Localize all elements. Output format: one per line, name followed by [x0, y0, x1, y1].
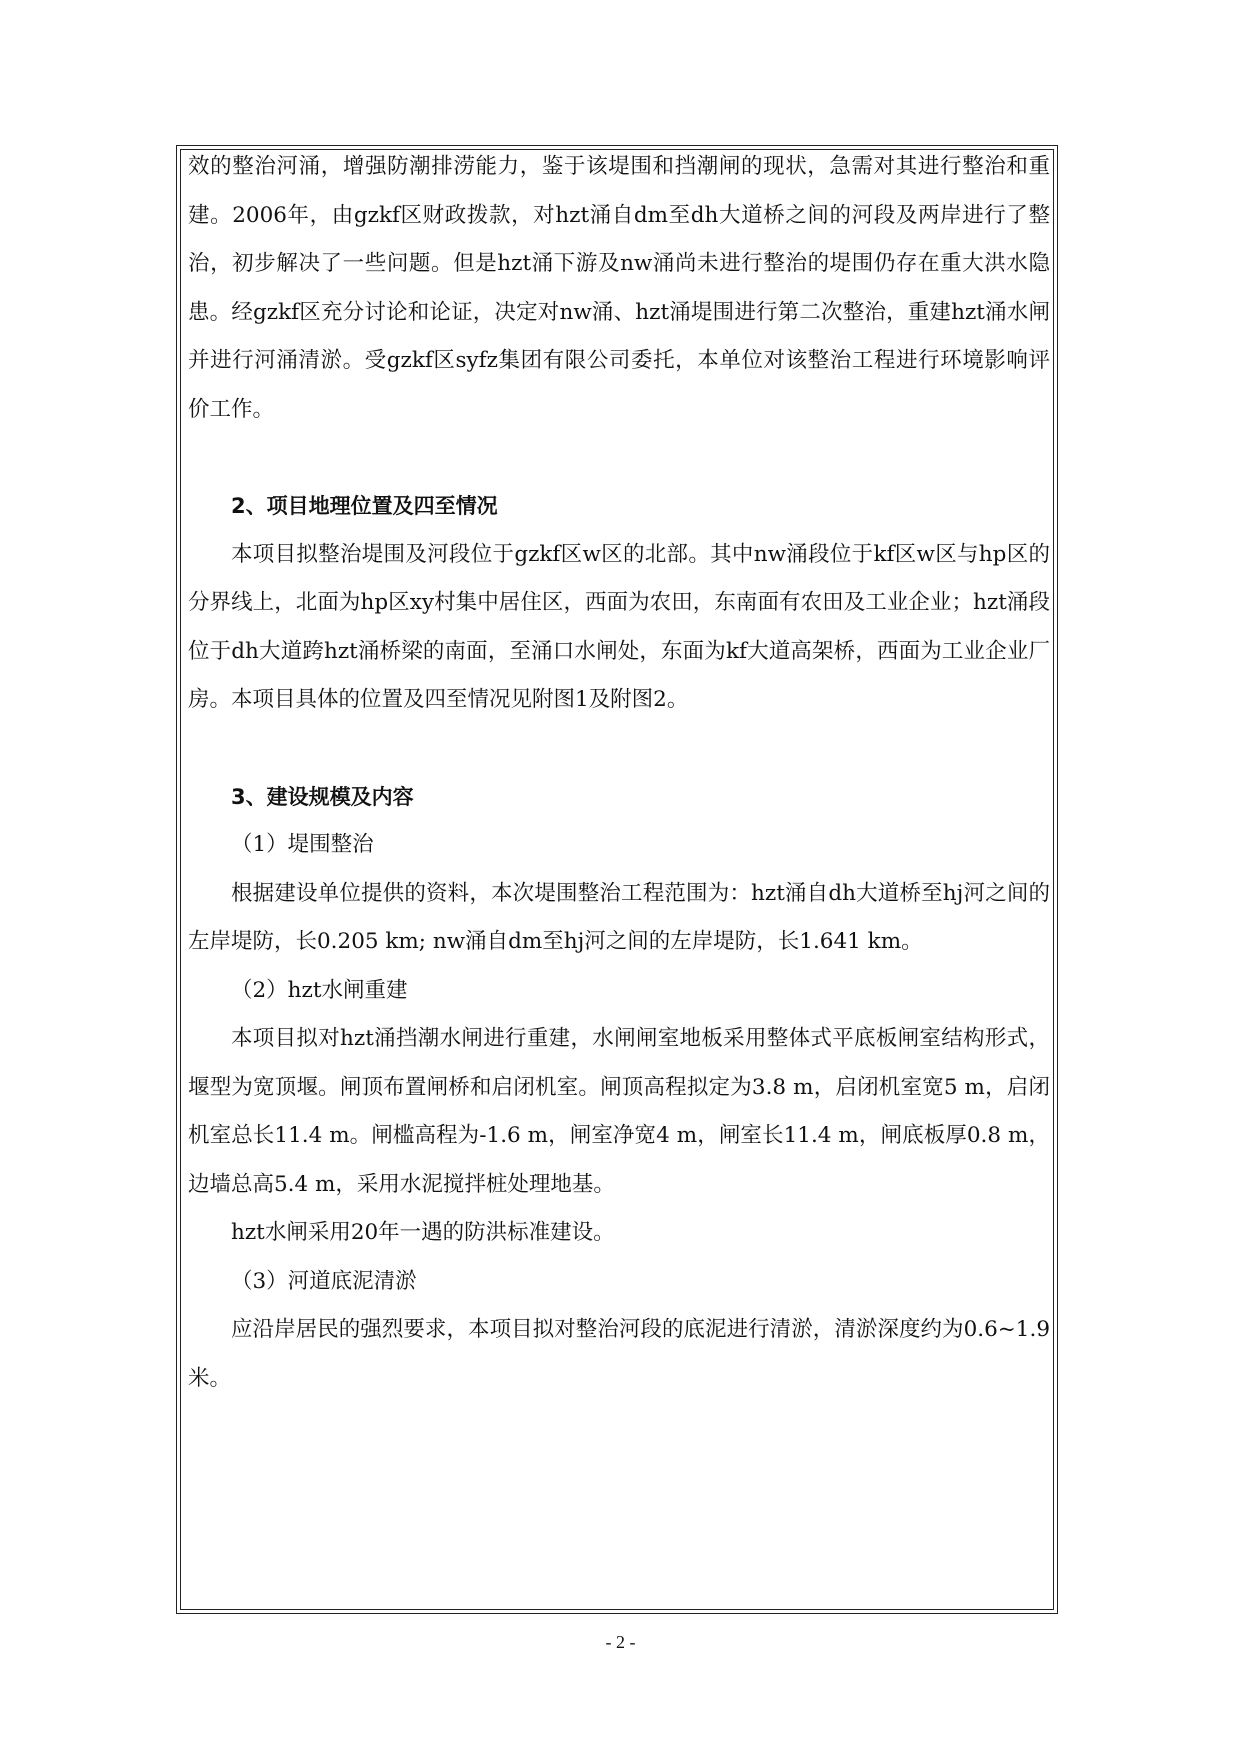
section2-heading: 2、项目地理位置及四至情况 — [231, 494, 498, 518]
item2-text1: 本项目拟对hzt涌挡潮水闸进行重建，水闸闸室地板采用整体式平底板闸室结构形式，堰型为宽顶堰。闸顶布置闸桥和启闭机室。闸顶高程拟定为3.8 m，启闭机室宽5 m，启闭机室总长11.4 m。闸槛高程为-1.6 m，闸室净宽4 m，闸室长11.4 m，闸底板厚0.8 m，边墙总高5.4 m，采用水泥搅拌桩处理地基。 — [188, 1026, 1050, 1197]
item1-text: 根据建设单位提供的资料，本次堤围整治工程范围为：hzt涌自dh大道桥至hj河之间的左岸堤防，长0.205 km; nw涌自dm至hj河之间的左岸堤防，长1.641 km。 — [188, 880, 1050, 954]
item3-text: 应沿岸居民的强烈要求，本项目拟对整治河段的底泥进行清淤，清淤深度约为0.6~1.9米。 — [188, 1317, 1050, 1391]
item2-title: （2）hzt水闸重建 — [231, 977, 408, 1003]
document-body — [188, 143, 1050, 1403]
section3-heading: 3、建设规模及内容 — [231, 784, 414, 809]
item2-text2: hzt水闸采用20年一遇的防洪标准建设。 — [231, 1220, 615, 1245]
page-number: - 2 - — [605, 1632, 636, 1652]
spacer — [188, 434, 1050, 482]
section1-paragraph: 效的整治河涌，增强防潮排涝能力，鉴于该堤围和挡潮闸的现状，急需对其进行整治和重建。2006年，由gzkf区财政拨款，对hzt涌自dm至dh大道桥之间的河段及两岸进行了整治，初步解决了一些问题。但是hzt涌下游及nw涌尚未进行整治的堤围仍存在重大洪水隐患。经gzkf区充分讨论和论证，决定对nw涌、hzt涌堤围进行第二次整治，重建hzt涌水闸并进行河涌清淤。受gzkf区syfz集团有限公司委托，本单位对该整治工程进行环境影响评价工作。 — [188, 154, 1050, 422]
item1-title: （1）堤围整治 — [231, 832, 374, 857]
section2-paragraph: 本项目拟整治堤围及河段位于gzkf区w区的北部。其中nw涌段位于kf区w区与hp区的分界线上，北面为hp区xy村集中居住区，西面为农田，东南面有农田及工业企业；hzt涌段位于dh大道跨hzt涌桥梁的南面，至涌口水闸处，东面为kf大道高架桥，西面为工业企业厂房。本项目具体的位置及四至情况见附图1及附图2。 — [188, 541, 1050, 712]
item3-title: （3）河道底泥清淤 — [231, 1268, 417, 1294]
spacer — [188, 725, 1050, 773]
